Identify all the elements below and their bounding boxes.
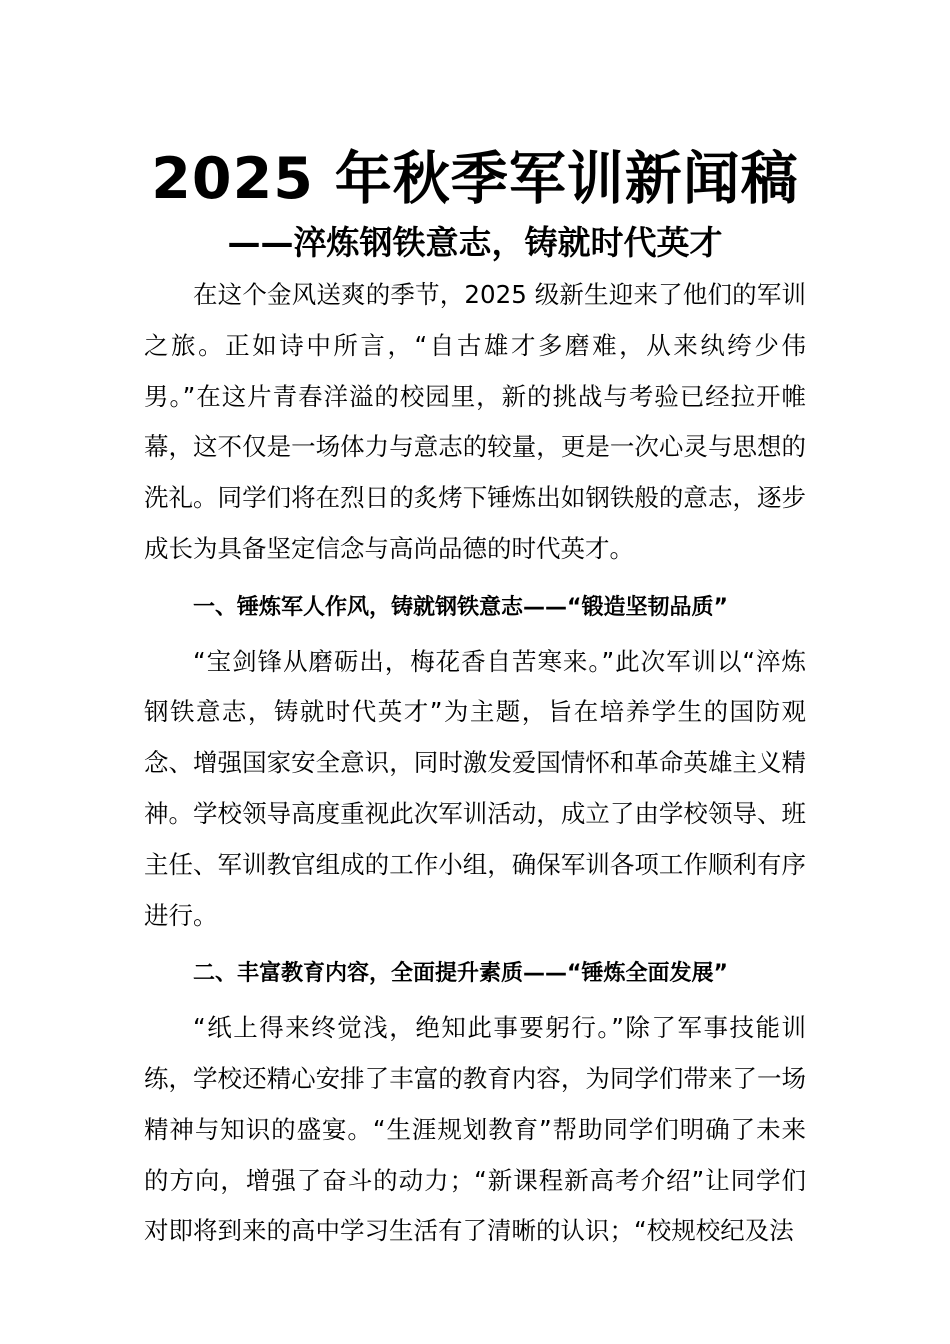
document-title: 2025 年秋季军训新闻稿 (151, 146, 799, 212)
section-heading-1: 一、锤炼军人作风，铸就钢铁意志——“锻造坚韧品质” (193, 594, 728, 620)
document-subtitle: ——淬炼钢铁意志，铸就时代英才 (227, 223, 723, 262)
paragraph-intro: 在这个金风送爽的季节，2025 级新生迎来了他们的军训之旅。正如诗中所言，“自古雄才多磨难，从来纨绔少伟男。”在这片青春洋溢的校园里，新的挑战与考验已经拉开帷幕，这不仅是一场体力与意志的较量，更是一次心灵与思想的洗礼。同学们将在烈日的炙烤下锤炼出如钢铁般的意志，逐步成长为具备坚定信念与高尚品德的时代英才。 (144, 280, 806, 563)
section-heading-2: 二、丰富教育内容，全面提升素质——“锤炼全面发展” (193, 961, 728, 987)
document-page (144, 140, 806, 1257)
paragraph-section-2: “纸上得来终觉浅，绝知此事要躬行。”除了军事技能训练，学校还精心安排了丰富的教育内容，为同学们带来了一场精神与知识的盛宴。“生涯规划教育”帮助同学们明确了未来的方向，增强了奋斗的动力；“新课程新高考介绍”让同学们对即将到来的高中学习生活有了清晰的认识；“校规校纪及法 (144, 1013, 806, 1246)
paragraph-section-1: “宝剑锋从磨砺出，梅花香自苦寒来。”此次军训以“淬炼钢铁意志，铸就时代英才”为主题，旨在培养学生的国防观念、增强国家安全意识，同时激发爱国情怀和革命英雄主义精神。学校领导高度重视此次军训活动，成立了由学校领导、班主任、军训教官组成的工作小组，确保军训各项工作顺利有序进行。 (144, 646, 806, 930)
